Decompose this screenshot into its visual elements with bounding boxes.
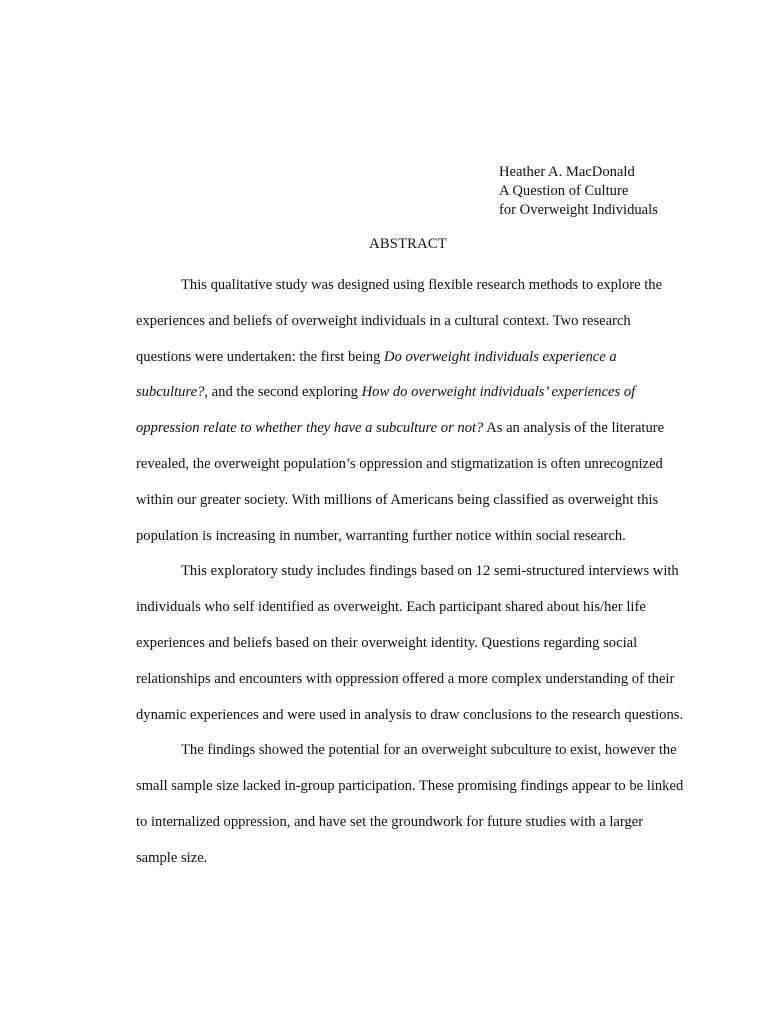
abstract-body (136, 268, 684, 877)
abstract-paragraph-2: This exploratory study includes findings based on 12 semi-structured interviews with individuals who self identified as overweight. Each participant shared about his/her life experiences and beliefs based on their overweight identity. Questions regarding social relationships and encounters with oppression offered a more complex understanding of their dynamic experiences and were used in analysis to draw conclusions to the research questions. (136, 563, 684, 723)
p1-text-1: This qualitative study was designed using flexible research methods to explore the experiences and beliefs of overweight individuals in a cultural context. Two research questions were undertaken: the first being (136, 277, 663, 365)
p1-text-2: and the second exploring (208, 384, 362, 401)
research-question-2: How do overweight individuals’ experiences of oppression relate to whether they have a subculture or not? (136, 384, 636, 437)
p1-text-3: As an analysis of the literature revealed, the overweight population’s oppression and stigmatization is often unrecognized within our greater society. With millions of Americans being classified as overweight this population is increasing in number, warranting further notice within social research. (136, 420, 665, 544)
author-title-block (499, 163, 658, 220)
research-question-1: Do overweight individuals experience a subculture?, (136, 348, 617, 401)
thesis-title-line-1: A Question of Culture (499, 183, 629, 199)
abstract-heading: ABSTRACT (369, 236, 447, 252)
thesis-title-line-2: for Overweight Individuals (499, 202, 658, 218)
abstract-paragraph-1 (136, 268, 684, 554)
abstract-paragraph-3: The findings showed the potential for an overweight subculture to exist, however the small sample size lacked in-group participation. These promising findings appear to be linked to internalized oppression, and have set the groundwork for future studies with a larger sample size. (136, 742, 684, 866)
author-name: Heather A. MacDonald (499, 164, 635, 180)
